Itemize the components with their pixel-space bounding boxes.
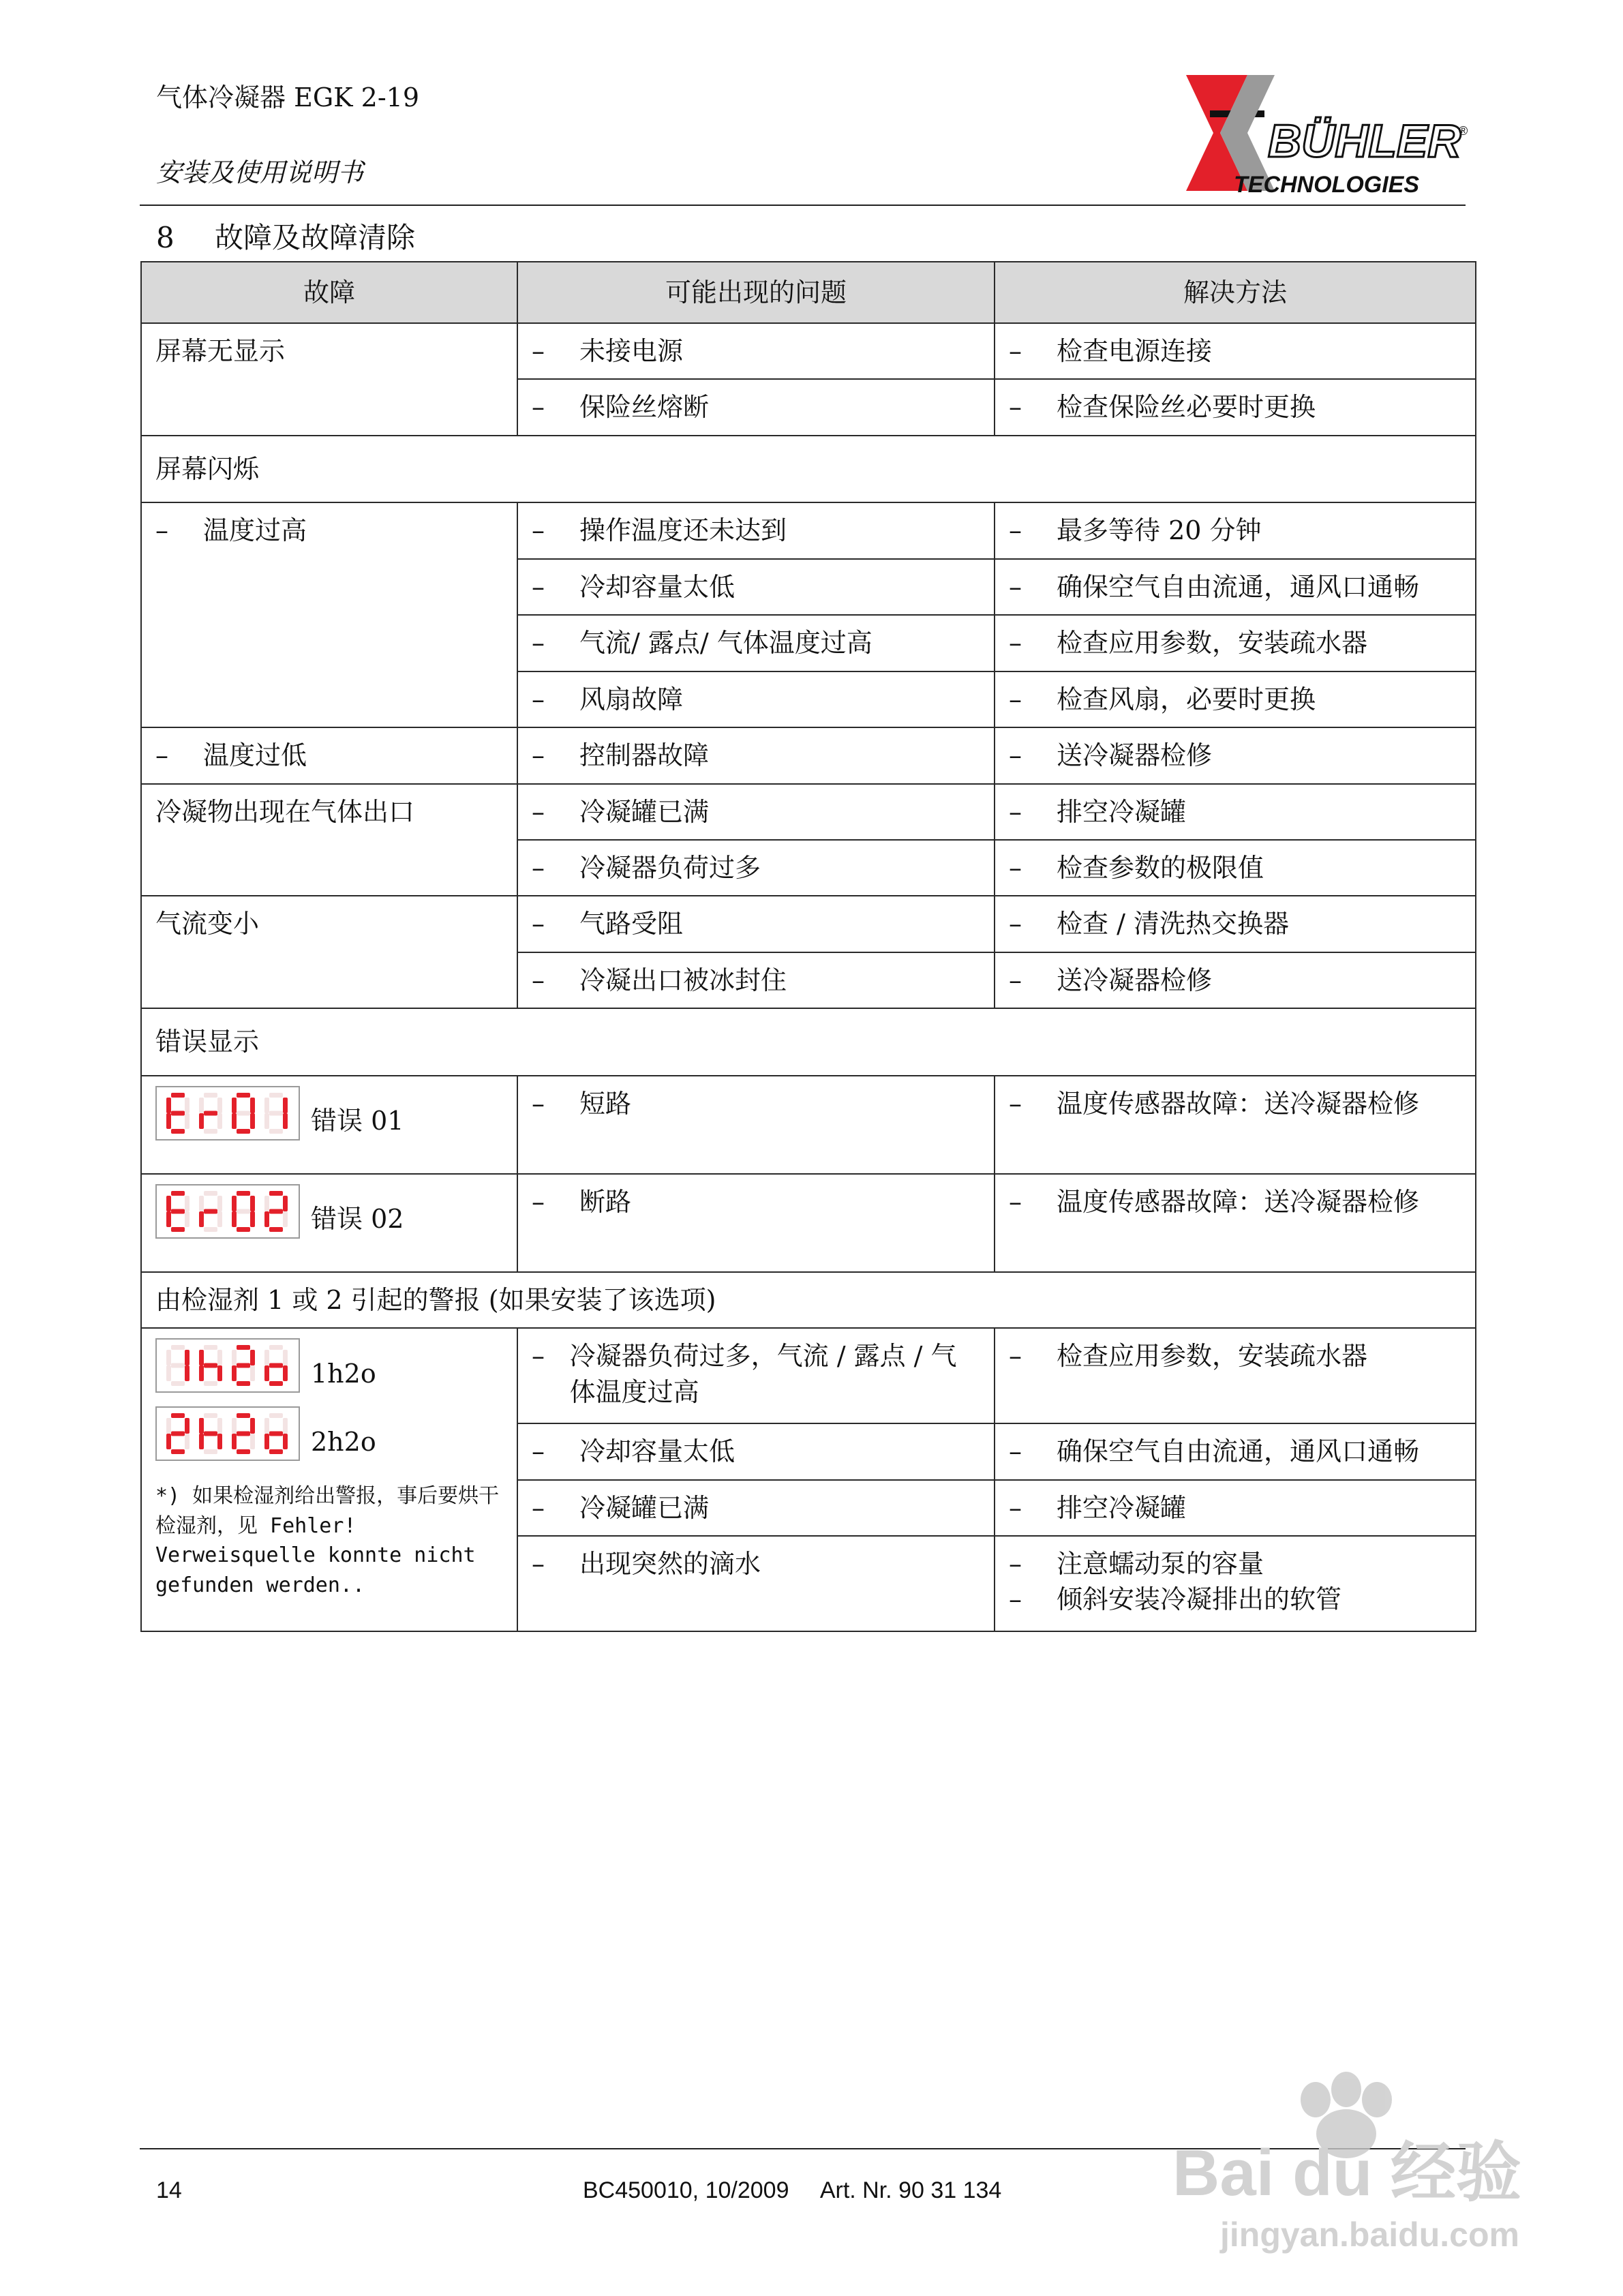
fault-cell: 屏幕无显示 [141, 323, 517, 436]
solution-cell: – 注意蠕动泵的容量 – 倾斜安装冷凝排出的软管 [995, 1536, 1476, 1631]
led-segment [264, 1098, 269, 1113]
led-segment [283, 1350, 288, 1365]
section-number: 8 [156, 221, 175, 254]
led-segment [269, 1345, 283, 1350]
svg-text:Bai du 经验: Bai du 经验 [1172, 2136, 1522, 2209]
led-segment [204, 1209, 217, 1213]
led-segment [199, 1418, 204, 1434]
led-segment [232, 1098, 237, 1113]
display-2h2o [155, 1406, 300, 1461]
led-segment [232, 1365, 237, 1381]
led-segment [171, 1129, 185, 1134]
led-segment [185, 1211, 189, 1227]
led-segment [171, 1345, 185, 1350]
led-segment [269, 1227, 283, 1232]
header-subtitle: 安装及使用说明书 [156, 157, 364, 187]
problem-cell: – 控制器故障 [517, 727, 995, 783]
problem-cell: – 操作温度还未达到 [517, 502, 995, 558]
table-row [141, 727, 1476, 783]
led-segment [250, 1365, 255, 1381]
led-segment [269, 1111, 283, 1115]
fault-cell: 气流变小 [141, 896, 517, 1008]
led-segment [232, 1434, 237, 1449]
led-segment [204, 1432, 217, 1436]
led-segment [283, 1211, 288, 1227]
led-segment [237, 1209, 250, 1213]
table-row [141, 502, 1476, 558]
led-segment [237, 1129, 250, 1134]
problem-cell: – 冷凝出口被冰封住 [517, 952, 995, 1008]
led-segment [166, 1098, 171, 1113]
led-segment [204, 1363, 217, 1368]
led-segment [217, 1098, 222, 1113]
solution-cell: – 确保空气自由流通，通风口通畅 [995, 559, 1476, 615]
led-segment [185, 1350, 189, 1365]
led-segment [264, 1365, 269, 1381]
led-segment [250, 1418, 255, 1434]
svg-text:BÜHLER: BÜHLER [1268, 115, 1461, 167]
led-segment [237, 1381, 250, 1386]
svg-text:jingyan.baidu.com: jingyan.baidu.com [1220, 2216, 1519, 2254]
led-segment [237, 1191, 250, 1196]
table-row [141, 1272, 1476, 1328]
svg-text:TECHNOLOGIES: TECHNOLOGIES [1234, 172, 1420, 198]
table-row [141, 784, 1476, 840]
problem-cell: – 冷却容量太低 [517, 559, 995, 615]
led-segment [185, 1365, 189, 1381]
table-row [141, 896, 1476, 952]
led-segment [171, 1413, 185, 1418]
led-segment [264, 1211, 269, 1227]
header-rule [140, 205, 1466, 206]
led-segment [171, 1227, 185, 1232]
fault-cell: 错误 02 [141, 1174, 517, 1272]
problem-cell: – 冷凝罐已满 [517, 1480, 995, 1536]
led-segment [204, 1227, 217, 1232]
led-segment [269, 1191, 283, 1196]
led-segment [204, 1191, 217, 1196]
led-segment [232, 1196, 237, 1211]
led-segment [283, 1365, 288, 1381]
led-segment [264, 1113, 269, 1129]
led-segment [264, 1350, 269, 1365]
led-segment [166, 1365, 171, 1381]
solution-cell: – 送冷凝器检修 [995, 727, 1476, 783]
led-segment [199, 1211, 204, 1227]
led-segment [237, 1449, 250, 1454]
led-segment [171, 1449, 185, 1454]
led-segment [199, 1113, 204, 1129]
led-segment [232, 1211, 237, 1227]
led-segment [185, 1196, 189, 1211]
section-heading [156, 215, 415, 256]
led-segment [166, 1211, 171, 1227]
solution-cell: – 排空冷凝罐 [995, 784, 1476, 840]
problem-cell: – 气路受阻 [517, 896, 995, 952]
led-segment [217, 1211, 222, 1227]
led-segment [269, 1093, 283, 1098]
led-segment [232, 1350, 237, 1365]
led-segment [237, 1432, 250, 1436]
col-problem: 可能出现的问题 [517, 262, 995, 323]
solution-cell: – 检查电源连接 [995, 323, 1476, 379]
led-segment [199, 1098, 204, 1113]
led-segment [237, 1093, 250, 1098]
solution-cell: – 温度传感器故障：送冷凝器检修 [995, 1076, 1476, 1174]
display-1h2o [155, 1338, 300, 1393]
led-segment [237, 1111, 250, 1115]
desiccant-note: *) 如果检湿剂给出警报，事后要烘干检湿剂，见 Fehler! Verweisquelle konnte nicht gefunden werden.. [155, 1484, 500, 1597]
solution-cell: – 温度传感器故障：送冷凝器检修 [995, 1174, 1476, 1272]
led-segment [217, 1434, 222, 1449]
led-segment [204, 1381, 217, 1386]
section-title: 故障及故障清除 [215, 221, 416, 254]
led-segment [171, 1381, 185, 1386]
solution-cell: – 排空冷凝罐 [995, 1480, 1476, 1536]
table-row [141, 1076, 1476, 1174]
problem-cell: – 保险丝熔断 [517, 379, 995, 435]
led-segment [166, 1434, 171, 1449]
solution-cell: – 检查参数的极限值 [995, 840, 1476, 896]
led-segment [171, 1432, 185, 1436]
fault-cell: – 温度过高 [141, 502, 517, 727]
led-segment [166, 1418, 171, 1434]
led-segment [283, 1098, 288, 1113]
led-segment [217, 1113, 222, 1129]
table-row [141, 1174, 1476, 1272]
table-header-row [141, 262, 1476, 323]
col-solution: 解决方法 [995, 262, 1476, 323]
table-row [141, 1008, 1476, 1075]
group-heading: 屏幕闪烁 [141, 436, 1476, 502]
led-segment [237, 1345, 250, 1350]
led-segment [166, 1196, 171, 1211]
page-number: 14 [156, 2177, 182, 2203]
display-er01 [155, 1086, 300, 1141]
led-segment [250, 1350, 255, 1365]
problem-cell: – 断路 [517, 1174, 995, 1272]
led-segment [250, 1113, 255, 1129]
solution-cell: – 检查应用参数，安装疏水器 [995, 1328, 1476, 1423]
solution-cell: – 送冷凝器检修 [995, 952, 1476, 1008]
led-segment [199, 1434, 204, 1449]
led-segment [283, 1113, 288, 1129]
problem-cell: – 风扇故障 [517, 671, 995, 727]
led-segment [171, 1209, 185, 1213]
problem-cell: – 冷凝器负荷过多，气流 / 露点 / 气体温度过高 [517, 1328, 995, 1423]
led-segment [264, 1418, 269, 1434]
group-heading: 错误显示 [141, 1008, 1476, 1075]
led-segment [269, 1363, 283, 1368]
led-segment [204, 1345, 217, 1350]
led-segment [185, 1098, 189, 1113]
led-segment [283, 1434, 288, 1449]
led-segment [199, 1365, 204, 1381]
fault-cell: 1h2o 2h2o *) 如果检湿剂给出警报，事后要烘干检湿剂，见 Fehler! Verweisquelle konnte nicht gefunden werden.. [141, 1328, 517, 1631]
led-segment [269, 1432, 283, 1436]
led-segment [204, 1093, 217, 1098]
solution-cell: – 检查 / 清洗热交换器 [995, 896, 1476, 952]
group-heading: 由检湿剂 1 或 2 引起的警报 (如果安装了该选项) [141, 1272, 1476, 1328]
led-segment [232, 1418, 237, 1434]
fault-cell: 冷凝物出现在气体出口 [141, 784, 517, 896]
led-segment [250, 1434, 255, 1449]
led-segment [269, 1381, 283, 1386]
led-segment [250, 1098, 255, 1113]
led-segment [269, 1129, 283, 1134]
led-segment [204, 1129, 217, 1134]
led-segment [264, 1434, 269, 1449]
problem-cell: – 气流/ 露点/ 气体温度过高 [517, 615, 995, 671]
led-segment [237, 1227, 250, 1232]
problem-cell: – 冷却容量太低 [517, 1423, 995, 1479]
problem-cell: – 出现突然的滴水 [517, 1536, 995, 1631]
buhler-logo [1172, 68, 1472, 205]
led-segment [185, 1434, 189, 1449]
led-segment [166, 1113, 171, 1129]
doc-id: BC450010, 10/2009 Art. Nr. 90 31 134 [583, 2177, 1002, 2203]
led-segment [269, 1209, 283, 1213]
problem-cell: – 冷凝罐已满 [517, 784, 995, 840]
solution-cell: – 最多等待 20 分钟 [995, 502, 1476, 558]
led-segment [185, 1418, 189, 1434]
table-row [141, 1328, 1476, 1423]
led-segment [171, 1363, 185, 1368]
led-segment [171, 1093, 185, 1098]
led-segment [199, 1350, 204, 1365]
problem-cell: – 短路 [517, 1076, 995, 1174]
svg-text:®: ® [1459, 124, 1468, 138]
header-title: 气体冷凝器 EGK 2-19 [156, 82, 420, 112]
solution-cell: – 检查保险丝必要时更换 [995, 379, 1476, 435]
led-segment [237, 1363, 250, 1368]
led-segment [204, 1449, 217, 1454]
led-segment [217, 1196, 222, 1211]
problem-cell: – 未接电源 [517, 323, 995, 379]
led-segment [264, 1196, 269, 1211]
led-segment [283, 1196, 288, 1211]
led-segment [199, 1196, 204, 1211]
led-segment [250, 1196, 255, 1211]
solution-cell: – 检查风扇，必要时更换 [995, 671, 1476, 727]
led-segment [269, 1449, 283, 1454]
led-segment [217, 1365, 222, 1381]
led-segment [283, 1418, 288, 1434]
led-segment [204, 1111, 217, 1115]
table-row [141, 436, 1476, 502]
led-segment [237, 1413, 250, 1418]
solution-cell: – 检查应用参数，安装疏水器 [995, 615, 1476, 671]
col-fault: 故障 [141, 262, 517, 323]
solution-cell: – 确保空气自由流通，通风口通畅 [995, 1423, 1476, 1479]
led-segment [217, 1350, 222, 1365]
baidu-watermark [1159, 2059, 1541, 2263]
led-segment [171, 1111, 185, 1115]
led-segment [185, 1113, 189, 1129]
led-segment [232, 1113, 237, 1129]
led-segment [166, 1350, 171, 1365]
fault-table [140, 261, 1476, 1632]
display-er02 [155, 1184, 300, 1239]
led-segment [217, 1418, 222, 1434]
fault-cell: 错误 01 [141, 1076, 517, 1174]
led-segment [269, 1413, 283, 1418]
led-segment [204, 1413, 217, 1418]
led-segment [171, 1191, 185, 1196]
problem-cell: – 冷凝器负荷过多 [517, 840, 995, 896]
led-segment [250, 1211, 255, 1227]
fault-cell: – 温度过低 [141, 727, 517, 783]
table-row [141, 323, 1476, 379]
